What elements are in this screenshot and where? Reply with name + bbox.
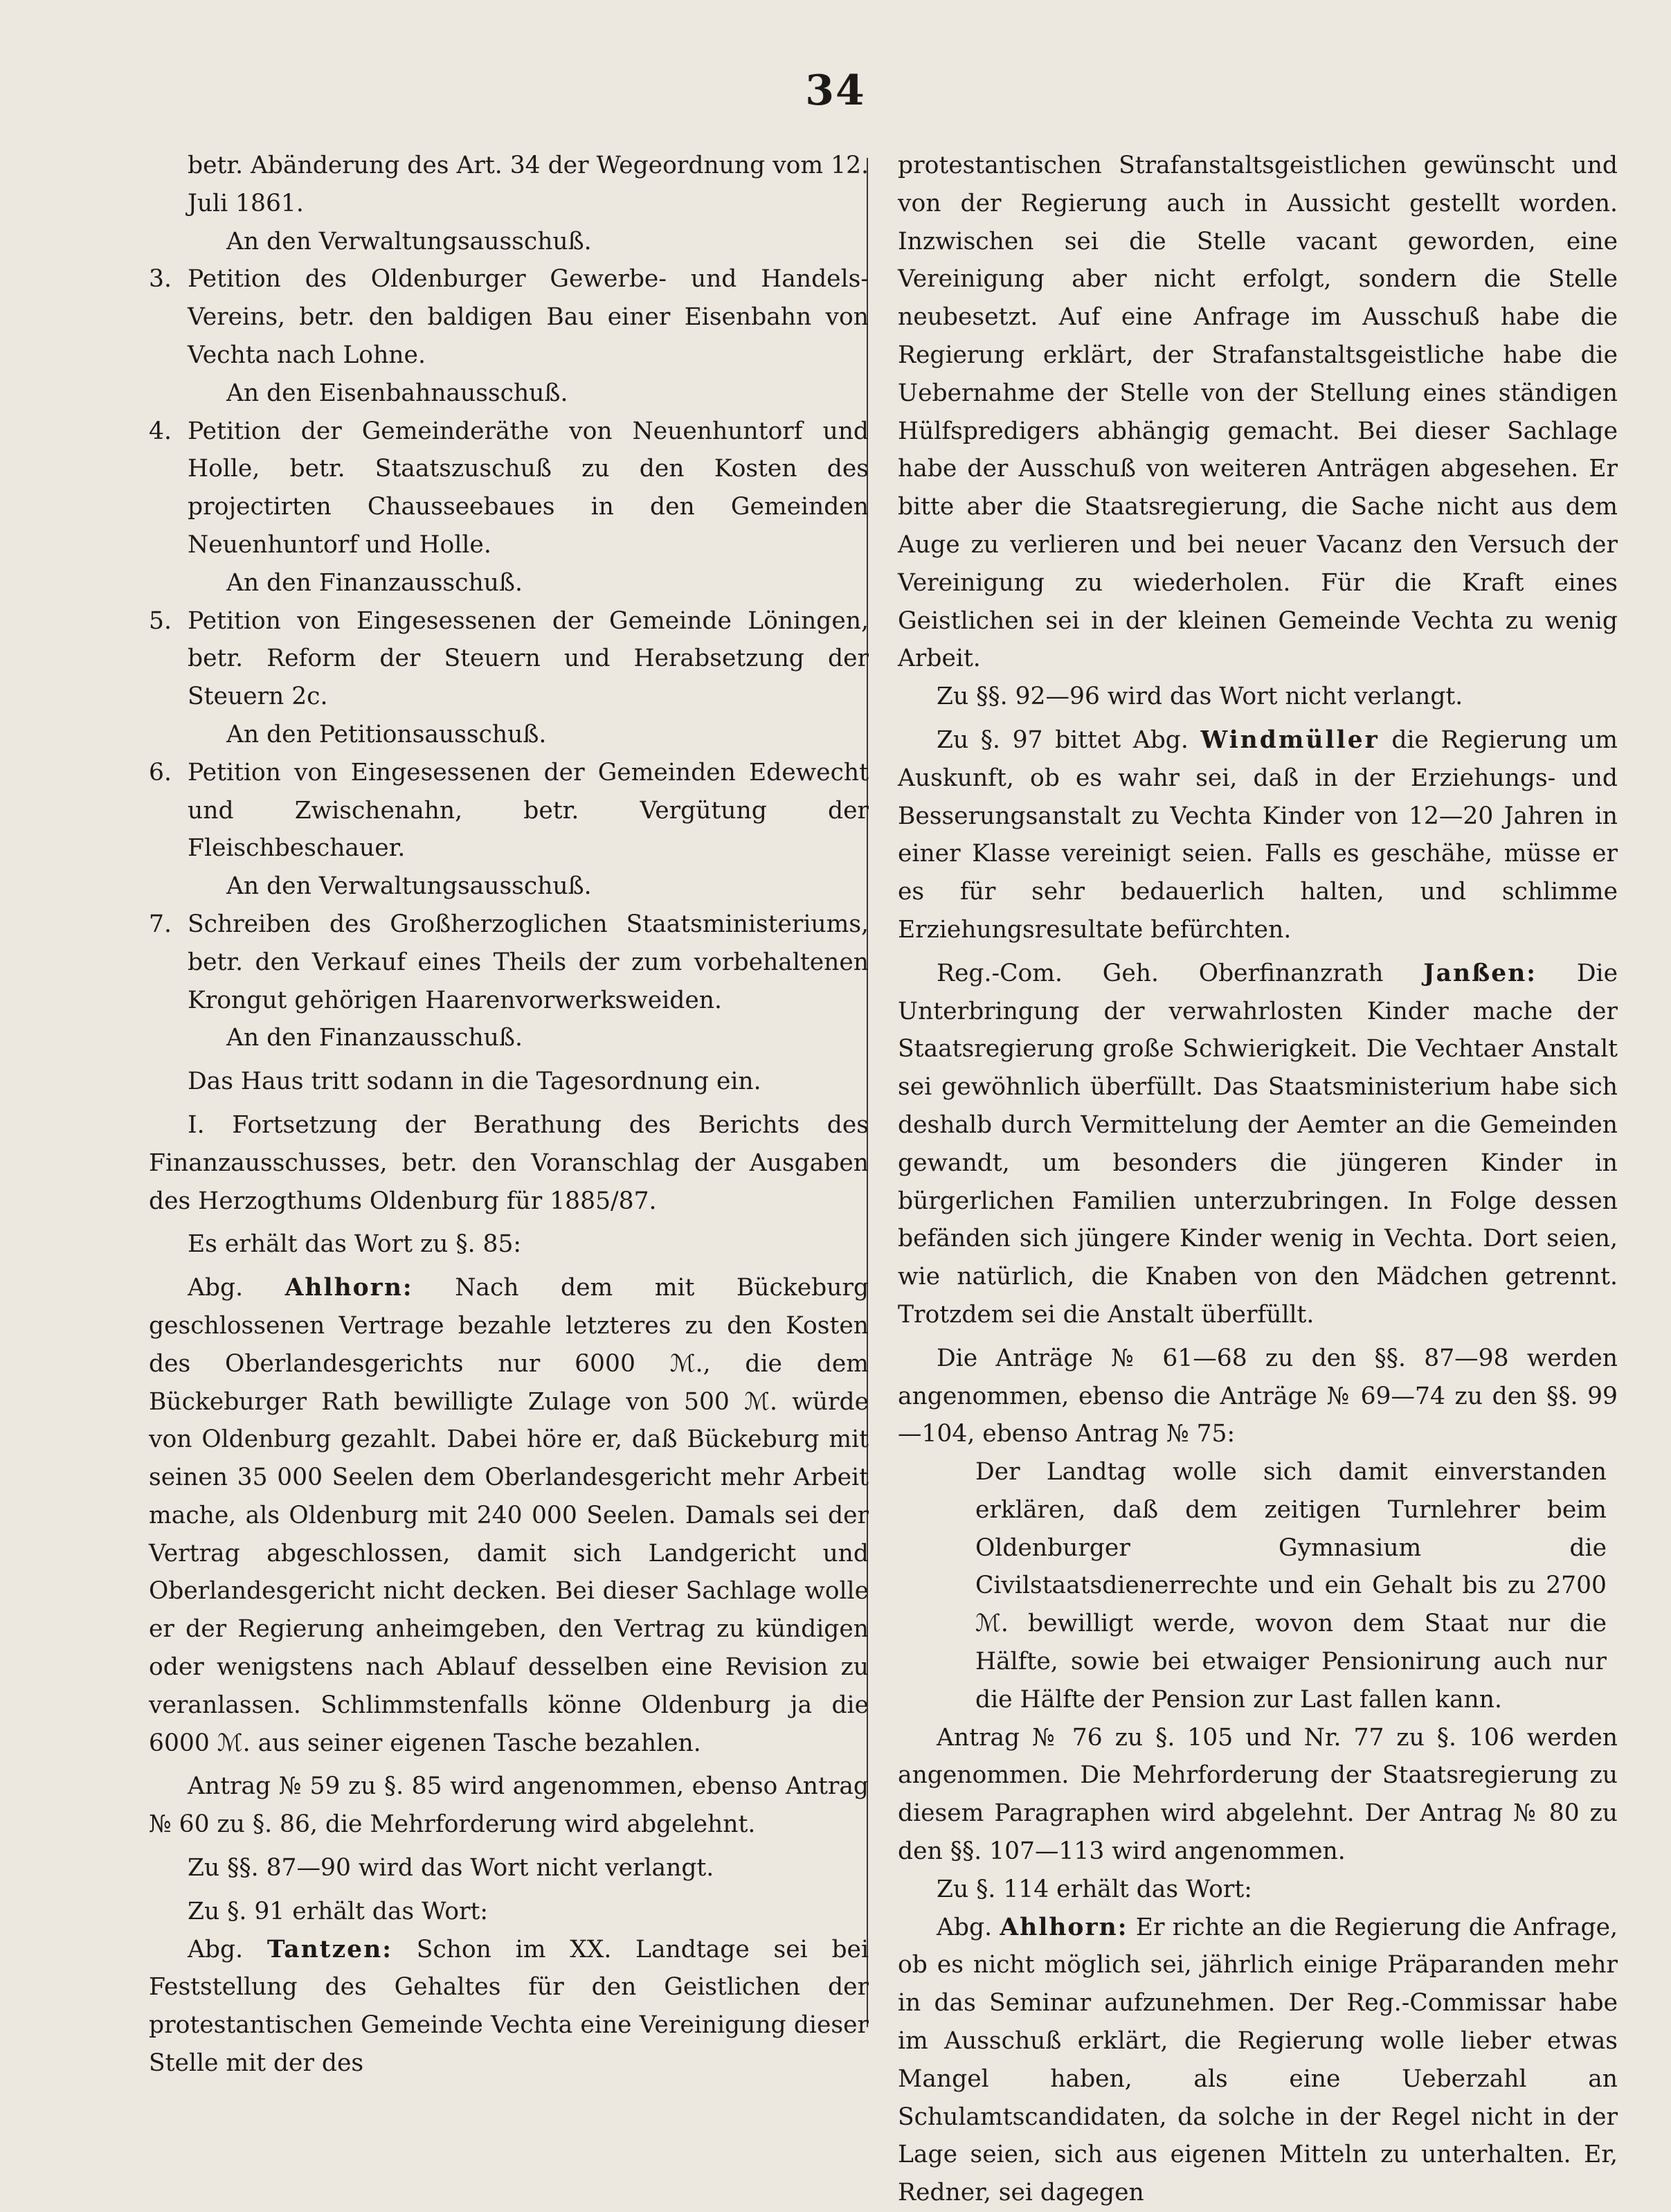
speech-ahlhorn-2: [898, 1909, 1618, 2212]
antraege-61-75: Die Anträge № 61—68 zu den §§. 87—98 werden angenommen, ebenso die Anträge № 69—74 zu den §§. 99—104, ebenso Antrag № 75:: [898, 1344, 1618, 1448]
speech-ahlhorn: [149, 1269, 869, 1762]
para-prefix: Zu §. 97 bittet Abg.: [937, 726, 1189, 754]
item-3-referral: An den Eisenbahnausschuß.: [226, 379, 568, 407]
agenda-line: Das Haus tritt sodann in die Tagesordnung ein.: [188, 1068, 761, 1096]
item-text: Petition der Gemeinderäthe von Neuenhuntorf und Holle, betr. Staatszuschuß zu den Kosten des projectirten Chausseebaues in den Gemeinden Neuenhuntorf und Holle.: [188, 417, 869, 559]
speaker-name: Ahlhorn:: [1000, 1913, 1128, 1941]
item-3: [149, 260, 869, 374]
item-5-referral: An den Petitionsausschuß.: [226, 720, 547, 748]
item-4: [149, 413, 869, 564]
right-column: [898, 147, 1618, 2212]
item-number: 4.: [149, 417, 172, 445]
speaker-prefix: Abg.: [937, 1913, 993, 1941]
left-column: [149, 147, 869, 2083]
speech-tantzen: [149, 1931, 869, 2083]
para-92-96: Zu §§. 92—96 wird das Wort nicht verlangt.: [937, 683, 1463, 711]
page-number: 34: [805, 66, 866, 115]
speech-text: Nach dem mit Bückeburg geschlossenen Vertrage bezahle letzteres zu den Kosten des Oberlandesgerichts nur 6000 ℳ., die dem Bückeburger Rath bewilligte Zulage von 500 ℳ. würde von Oldenburg gezahlt. Dabei höre er, daß Bückeburg mit seinen 35 000 Seelen dem Oberlandesgericht mehr Arbeit mache, als Oldenburg mit 240 000 Seelen. Damals sei der Vertrag abgeschlossen, damit sich Landgericht und Oberlandesgericht nicht decken. Bei dieser Sachlage wolle er der Regierung anheimgeben, den Vertrag zu kündigen oder wenigstens nach Ablauf desselben eine Revision zu veranlassen. Schlimmstenfalls könne Oldenburg ja die 6000 ℳ. aus seiner eigenen Tasche bezahlen.: [149, 1274, 869, 1757]
antrag-59: Antrag № 59 zu §. 85 wird angenommen, ebenso Antrag № 60 zu §. 86, die Mehrforderung wird abgelehnt.: [149, 1772, 869, 1839]
motion-quote: Der Landtag wolle sich damit einverstanden erklären, daß dem zeitigen Turnlehrer beim Oldenburger Gymnasium die Civilstaatsdienerrechte und ein Gehalt bis zu 2700 ℳ. bewilligt werde, wovon dem Staat nur die Hälfte, sowie bei etwaiger Pensionirung auch nur die Hälfte der Pension zur Last fallen kann.: [975, 1458, 1607, 1714]
item-number: 3.: [149, 265, 172, 294]
para-87-90: Zu §§. 87—90 wird das Wort nicht verlangt.: [188, 1854, 714, 1882]
item-number: 5.: [149, 606, 172, 635]
antrag-76: Antrag № 76 zu §. 105 und Nr. 77 zu §. 106 werden angenommen. Die Mehrforderung der Staatsregierung zu diesem Paragraphen wird abgelehnt. Der Antrag № 80 zu den §§. 107—113 wird angenommen.: [898, 1723, 1618, 1866]
agenda-item-I: I. Fortsetzung der Berathung des Berichts des Finanzausschusses, betr. den Voranschlag der Ausgaben des Herzogthums Oldenburg für 1885/87.: [149, 1111, 869, 1215]
speech-text: Er richte an die Regierung die Anfrage, ob es nicht möglich sei, jährlich einige Präparanden mehr in das Seminar aufzunehmen. Der Reg.-Commissar habe im Ausschuß erklärt, die Regierung wolle lieber etwas Mangel haben, als eine Ueberzahl an Schulamtscandidaten, da solche in der Regel nicht in der Lage seien, sich aus eigenen Mitteln zu unterhalten. Er, Redner, sei dagegen: [898, 1913, 1618, 2207]
speaker-prefix: Reg.-Com. Geh. Oberfinanzrath: [937, 959, 1384, 987]
item-7-referral: An den Finanzausschuß.: [226, 1024, 523, 1052]
speech-janssen: [898, 955, 1618, 1334]
item-2-continuation: betr. Abänderung des Art. 34 der Wegeordnung vom 12. Juli 1861.: [188, 152, 869, 217]
item-number: 7.: [149, 910, 172, 938]
item-number: 6.: [149, 758, 172, 786]
item-4-referral: An den Finanzausschuß.: [226, 568, 523, 597]
item-5: [149, 602, 869, 716]
speaker-prefix: Abg.: [188, 1274, 244, 1302]
speaker-name: Janßen:: [1423, 959, 1537, 987]
item-2-referral: An den Verwaltungsausschuß.: [226, 227, 592, 255]
speaker-prefix: Abg.: [188, 1935, 244, 1963]
speech-text: Die Unterbringung der verwahrlosten Kinder mache der Staatsregierung große Schwierigkeit. Die Vechtaer Anstalt sei gewöhnlich überfüllt. Das Staatsministerium habe sich deshalb durch Vermittelung der Aemter an die Gemeinden gewandt, um besonders die jüngeren Kinder in bürgerlichen Familien unterzubringen. In Folge dessen befänden sich jüngere Kinder wenig in Vechta. Dort seien, wie natürlich, die Knaben von den Mädchen getrennt. Trotzdem sei die Anstalt überfüllt.: [898, 959, 1618, 1329]
speech-text: Schon im XX. Landtage sei bei Feststellung des Gehaltes für den Geistlichen der protestantischen Gemeinde Vechta eine Vereinigung dieser Stelle mit der des: [149, 1935, 869, 2078]
item-text: Petition des Oldenburger Gewerbe- und Handels-Vereins, betr. den baldigen Bau einer Eisenbahn von Vechta nach Lohne.: [188, 265, 869, 369]
para-text: die Regierung um Auskunft, ob es wahr sei, daß in der Erziehungs- und Besserungsanstalt zu Vechta Kinder von 12—20 Jahren in einer Klasse vereinigt seien. Falls es geschähe, müsse er es für sehr bedauerlich halten, und schlimme Erziehungsresultate befürchten.: [898, 726, 1618, 944]
para-97: [898, 721, 1618, 949]
speech-tantzen-continuation: protestantischen Strafanstaltsgeistlichen gewünscht und von der Regierung auch in Aussicht gestellt worden. Inzwischen sei die Stelle vacant geworden, eine Vereinigung aber nicht erfolgt, sondern die Stelle neubesetzt. Auf eine Anfrage im Ausschuß habe die Regierung erklärt, der Strafanstaltsgeistliche habe die Uebernahme der Stelle von der Stellung eines ständigen Hülfspredigers abhängig gemacht. Bei dieser Sachlage habe der Ausschuß von weiteren Anträgen abgesehen. Er bitte aber die Staatsregierung, die Sache nicht aus dem Auge zu verlieren und bei neuer Vacanz den Versuch der Vereinigung zu wiederholen. Für die Kraft eines Geistlichen sei in der kleinen Gemeinde Vechta zu wenig Arbeit.: [898, 152, 1618, 673]
item-7: [149, 906, 869, 1019]
speaker-name: Ahlhorn:: [284, 1274, 413, 1302]
item-6-referral: An den Verwaltungsausschuß.: [226, 872, 592, 901]
item-6: [149, 754, 869, 867]
word-91: Zu §. 91 erhält das Wort:: [188, 1897, 488, 1925]
item-text: Petition von Eingesessenen der Gemeinde Löningen, betr. Reform der Steuern und Herabsetzung der Steuern 2c.: [188, 606, 869, 711]
word-85: Es erhält das Wort zu §. 85:: [188, 1230, 522, 1259]
speaker-name: Tantzen:: [267, 1935, 392, 1963]
speaker-name: Windmüller: [1200, 726, 1380, 754]
item-text: Petition von Eingesessenen der Gemeinden Edewecht und Zwischenahn, betr. Vergütung der Fleischbeschauer.: [188, 758, 869, 863]
item-text: Schreiben des Großherzoglichen Staatsministeriums, betr. den Verkauf eines Theils der zum vorbehaltenen Krongut gehörigen Haarenvorwerksweiden.: [188, 910, 869, 1014]
word-114: Zu §. 114 erhält das Wort:: [937, 1875, 1252, 1903]
